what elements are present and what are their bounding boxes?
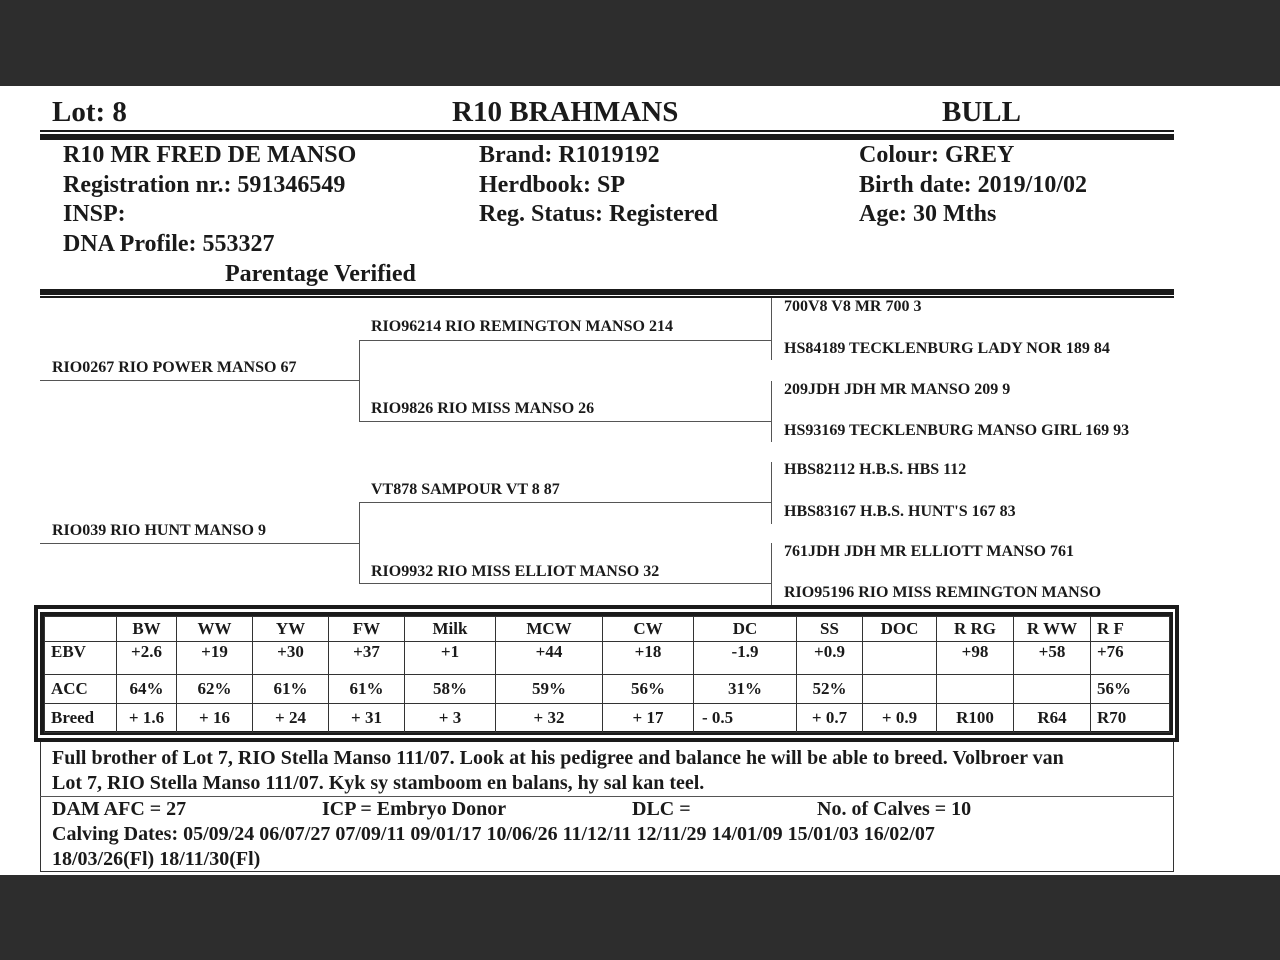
header-rule-thick	[40, 134, 1174, 140]
pedigree-gen3: 209JDH JDH MR MANSO 209 9	[784, 381, 1011, 398]
breeder-name: R10 BRAHMANS	[452, 96, 679, 128]
table-cell: +19	[177, 642, 253, 675]
column-header: R F	[1091, 617, 1170, 642]
table-cell: R100	[937, 704, 1014, 733]
pedigree-sire-sire: RIO96214 RIO REMINGTON MANSO 214	[371, 318, 673, 335]
pedigree-bracket	[359, 340, 360, 421]
registration-status: Reg. Status: Registered	[479, 201, 718, 227]
pedigree-bracket	[771, 381, 772, 442]
column-header: DC	[694, 617, 797, 642]
column-header: FW	[329, 617, 405, 642]
table-cell: + 0.7	[797, 704, 863, 733]
table-cell: +2.6	[117, 642, 177, 675]
icp: ICP = Embryo Donor	[322, 798, 507, 820]
table-cell: - 0.5	[694, 704, 797, 733]
comment-line-1: Full brother of Lot 7, RIO Stella Manso 111/07. Look at his pedigree and balance he will be able to breed. Volbroer van	[52, 747, 1064, 769]
pedigree-gen3: RIO95196 RIO MISS REMINGTON MANSO	[784, 584, 1102, 601]
animal-name: R10 MR FRED DE MANSO	[63, 142, 357, 168]
table-cell	[863, 642, 937, 675]
colour: Colour: GREY	[859, 142, 1015, 168]
column-header: YW	[253, 617, 329, 642]
pedigree-gen3: HBS83167 H.B.S. HUNT'S 167 83	[784, 503, 1016, 520]
pedigree-dam: RIO039 RIO HUNT MANSO 9	[52, 522, 266, 539]
table-cell: 52%	[797, 675, 863, 704]
column-header: R WW	[1014, 617, 1091, 642]
column-header: Milk	[405, 617, 496, 642]
table-cell: +58	[1014, 642, 1091, 675]
row-label: EBV	[45, 642, 117, 675]
table-cell: + 1.6	[117, 704, 177, 733]
table-cell: 56%	[603, 675, 694, 704]
table-cell: 62%	[177, 675, 253, 704]
table-cell: 59%	[496, 675, 603, 704]
table-cell: 56%	[1091, 675, 1170, 704]
info-rule-thin	[40, 296, 1174, 298]
column-header: WW	[177, 617, 253, 642]
table-cell: 58%	[405, 675, 496, 704]
dam-afc: DAM AFC = 27	[52, 798, 187, 820]
table-cell: 64%	[117, 675, 177, 704]
pedigree-line	[359, 583, 772, 584]
table-cell: +30	[253, 642, 329, 675]
table-cell: 61%	[329, 675, 405, 704]
table-cell: -1.9	[694, 642, 797, 675]
table-row-ebv	[45, 642, 1170, 675]
table-cell: +98	[937, 642, 1014, 675]
column-header: DOC	[863, 617, 937, 642]
number-of-calves: No. of Calves = 10	[817, 798, 972, 820]
table-cell: + 16	[177, 704, 253, 733]
row-label: ACC	[45, 675, 117, 704]
column-header: BW	[117, 617, 177, 642]
dna-profile: DNA Profile: 553327	[63, 231, 275, 257]
table-cell: +76	[1091, 642, 1170, 675]
pedigree-gen3: 761JDH JDH MR ELLIOTT MANSO 761	[784, 543, 1074, 560]
table-cell: + 17	[603, 704, 694, 733]
table-cell: + 0.9	[863, 704, 937, 733]
pedigree-line	[40, 543, 360, 544]
table-cell	[863, 675, 937, 704]
table-cell: 61%	[253, 675, 329, 704]
pedigree-sire: RIO0267 RIO POWER MANSO 67	[52, 359, 297, 376]
table-cell: + 32	[496, 704, 603, 733]
table-cell: + 31	[329, 704, 405, 733]
table-cell: + 24	[253, 704, 329, 733]
dlc: DLC =	[632, 798, 691, 820]
column-header	[45, 617, 117, 642]
pedigree-bracket	[771, 543, 772, 605]
pedigree-line	[359, 502, 772, 503]
notes-divider	[40, 796, 1174, 797]
table-row-acc	[45, 675, 1170, 704]
table-cell: 31%	[694, 675, 797, 704]
pedigree-bracket	[771, 462, 772, 524]
table-cell: + 3	[405, 704, 496, 733]
pedigree-gen3: HBS82112 H.B.S. HBS 112	[784, 461, 967, 478]
pedigree-dam-dam: RIO9932 RIO MISS ELLIOT MANSO 32	[371, 563, 660, 580]
pedigree-bracket	[771, 298, 772, 360]
table-row-breed	[45, 704, 1170, 733]
calving-dates: Calving Dates: 05/09/24 06/07/27 07/09/11 09/01/17 10/06/26 11/12/11 12/11/29 14/01/09 15/01/03 16/02/07	[52, 823, 935, 845]
column-header: R RG	[937, 617, 1014, 642]
ebv-header-row	[45, 617, 1170, 642]
pedigree-line	[359, 340, 772, 341]
lot-number: Lot: 8	[52, 96, 127, 128]
pedigree-gen3: 700V8 V8 MR 700 3	[784, 298, 922, 315]
table-cell: R70	[1091, 704, 1170, 733]
brand: Brand: R1019192	[479, 142, 660, 168]
header-rule-thin	[40, 130, 1174, 132]
age: Age: 30 Mths	[859, 201, 997, 227]
calving-dates-continued: 18/03/26(Fl) 18/11/30(Fl)	[52, 848, 261, 870]
pedigree-gen3: HS84189 TECKLENBURG LADY NOR 189 84	[784, 340, 1110, 357]
column-header: SS	[797, 617, 863, 642]
table-cell: +37	[329, 642, 405, 675]
herdbook: Herdbook: SP	[479, 172, 626, 198]
lot-sheet	[0, 86, 1280, 875]
comment-line-2: Lot 7, RIO Stella Manso 111/07. Kyk sy stamboom en balans, hy sal kan teel.	[52, 772, 705, 794]
birth-date: Birth date: 2019/10/02	[859, 172, 1087, 198]
table-cell: +0.9	[797, 642, 863, 675]
pedigree-gen3: HS93169 TECKLENBURG MANSO GIRL 169 93	[784, 422, 1130, 439]
pedigree-line	[40, 380, 360, 381]
parentage-status: Parentage Verified	[225, 261, 416, 287]
table-cell: +1	[405, 642, 496, 675]
info-rule-thick	[40, 289, 1174, 295]
insp-field: INSP:	[63, 201, 126, 227]
pedigree-bracket	[359, 502, 360, 584]
table-cell: +18	[603, 642, 694, 675]
table-cell	[1014, 675, 1091, 704]
pedigree-dam-sire: VT878 SAMPOUR VT 8 87	[371, 481, 560, 498]
pedigree-line	[359, 421, 772, 422]
table-cell: +44	[496, 642, 603, 675]
table-cell: R64	[1014, 704, 1091, 733]
ebv-table	[44, 616, 1170, 733]
registration-number: Registration nr.: 591346549	[63, 172, 346, 198]
table-cell	[937, 675, 1014, 704]
animal-sex: BULL	[942, 96, 1021, 128]
pedigree-sire-dam: RIO9826 RIO MISS MANSO 26	[371, 400, 595, 417]
column-header: CW	[603, 617, 694, 642]
row-label: Breed	[45, 704, 117, 733]
column-header: MCW	[496, 617, 603, 642]
